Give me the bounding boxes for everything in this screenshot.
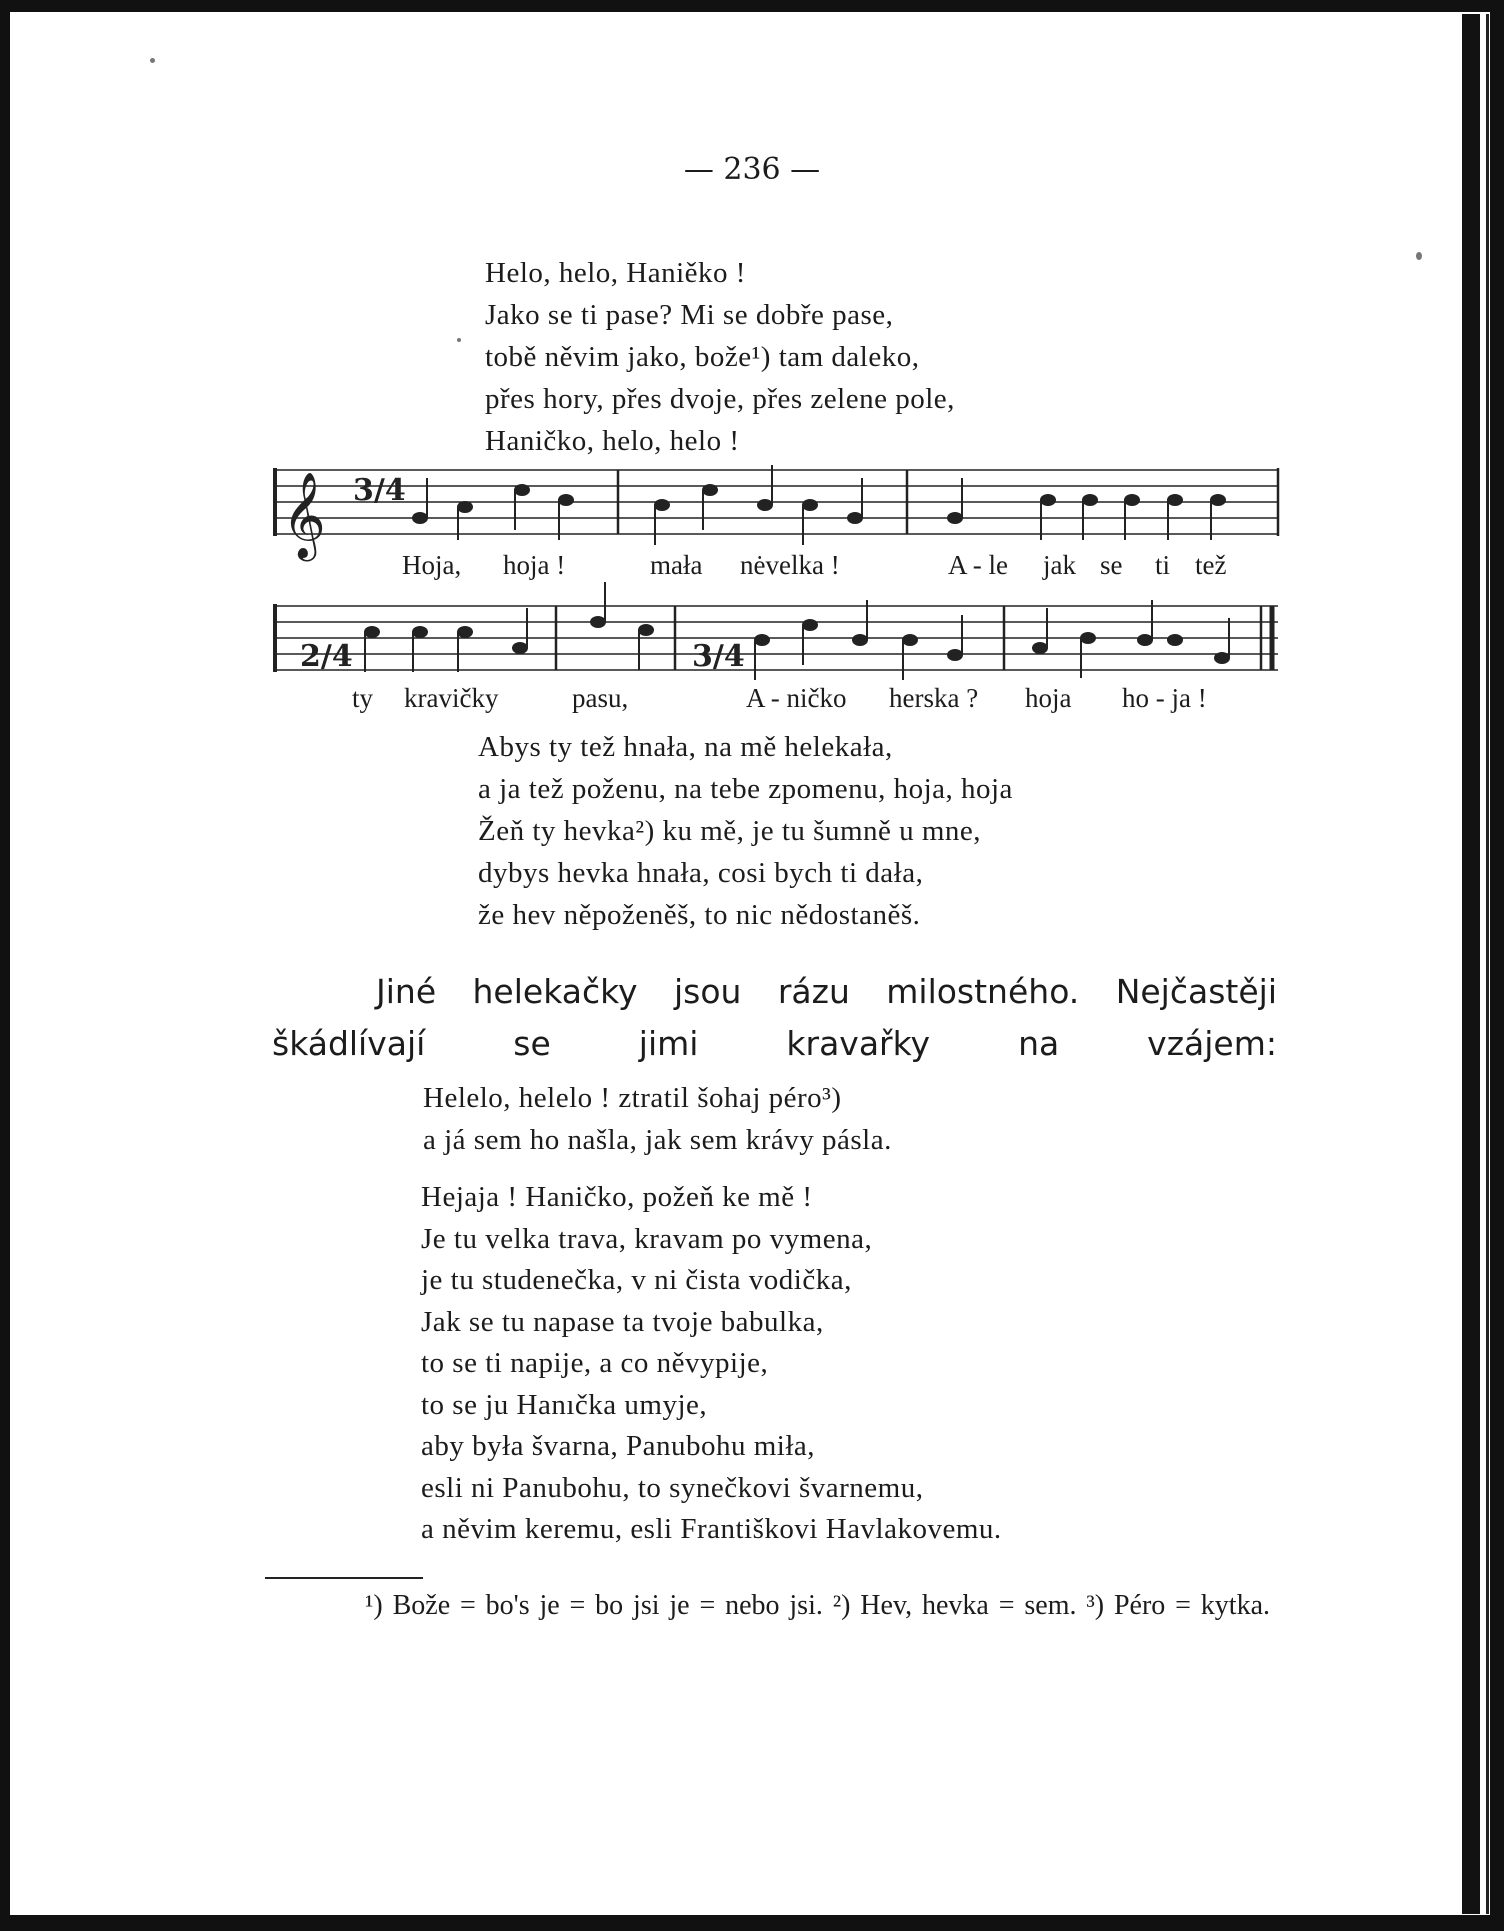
music-notation xyxy=(0,0,1504,720)
verse-line: a ja tež poženu, na tebe zpomenu, hoja, hoja xyxy=(478,773,1013,805)
verse-line: Abys ty tež hnała, na mě helekała, xyxy=(478,731,893,763)
page-number: — 236 — xyxy=(683,152,821,187)
time-signature: 3/4 xyxy=(692,639,745,674)
verse-line: to se ti napije, a co něvypije, xyxy=(421,1347,769,1379)
time-signature: 2/4 xyxy=(300,639,353,674)
lyric-syllable: hoja ! xyxy=(503,550,566,580)
lyric-syllable: ti xyxy=(1155,550,1171,580)
music-system-1 xyxy=(275,465,1278,580)
verse-line: že hev něpoženěš, to nic nědostaněš. xyxy=(478,899,921,931)
treble-clef: 𝄞 xyxy=(282,472,326,558)
verse-line: a já sem ho našla, jak sem krávy pásla. xyxy=(423,1124,892,1156)
prose-paragraph xyxy=(272,966,1277,1070)
stanza-4 xyxy=(421,1177,1002,1551)
lyric-syllable: kravičky xyxy=(404,683,499,713)
lyric-syllable: herska ? xyxy=(889,683,979,713)
lyric-syllable: nėvelka ! xyxy=(740,550,840,580)
verse-line: Helo, helo, Haniěko ! xyxy=(485,257,746,289)
lyric-syllable: jak xyxy=(1043,550,1076,580)
lyric-syllable: hoja xyxy=(1025,683,1072,713)
lyric-syllable: se xyxy=(1100,550,1123,580)
time-signature: 3/4 xyxy=(353,473,406,508)
lyric-syllable: ho - ja ! xyxy=(1122,683,1207,713)
lyric-syllable: tež xyxy=(1195,550,1227,580)
verse-line: to se ju Hanıčka umyje, xyxy=(421,1388,708,1421)
lyric-syllable: A - le xyxy=(948,550,1008,580)
lyric-syllable: A - ničko xyxy=(746,683,847,713)
verse-line: Žeň ty hevka²) ku mě, je tu šumně u mne, xyxy=(478,815,982,847)
verse-line: Hejaja ! Haničko, požeň ke mě ! xyxy=(421,1181,813,1213)
staff-lines-2 xyxy=(275,606,1278,670)
footnote-rule xyxy=(265,1577,423,1579)
prose-text: Jiné helekačky jsou rázu milostného. Nejčastěji škádlívají se jimi kravařky na vzájem: xyxy=(272,972,1277,1063)
verse-line: Jako se ti pase? Mi se dobře pase, xyxy=(485,299,894,331)
lyric-syllable: pasu, xyxy=(572,683,629,713)
notes-1 xyxy=(412,465,1226,545)
verse-line: Jak se tu napase ta tvoje babulka, xyxy=(421,1305,824,1338)
lyric-syllable: ty xyxy=(352,683,374,713)
footnote-text: ¹) Bože = bo's je = bo jsi je = nebo jsi. ²) Hev, hevka = sem. ³) Péro = kytka. xyxy=(365,1590,1270,1621)
notes-2 xyxy=(364,582,1230,680)
verse-line: a něvim keremu, esli Františkovi Havlakovemu. xyxy=(421,1513,1002,1545)
verse-line: je tu studenečka, v ni čista vodička, xyxy=(421,1264,852,1296)
verse-line: Haničko, helo, helo ! xyxy=(485,425,740,457)
verse-line: aby była švarna, Panubohu miła, xyxy=(421,1430,816,1462)
verse-line: Je tu velka trava, kravam po vymena, xyxy=(421,1222,873,1255)
music-system-2 xyxy=(275,582,1278,713)
lyric-syllable: Hoja, xyxy=(402,550,462,580)
verse-line: přes hory, přes dvoje, přes zelene pole, xyxy=(485,383,955,415)
verse-line: tobě něvim jako, bože¹) tam daleko, xyxy=(485,341,920,373)
footnotes xyxy=(265,1577,1270,1625)
verse-line: dybys hevka hnała, cosi bych ti dała, xyxy=(478,857,924,889)
verse-line: esli ni Panubohu, to synečkovi švarnemu, xyxy=(421,1471,924,1504)
verse-line: Helelo, helelo ! ztratil šohaj péro³) xyxy=(423,1082,842,1114)
stanza-3 xyxy=(423,1077,892,1161)
stanza-2 xyxy=(478,726,1013,936)
lyric-syllable: mała xyxy=(650,550,703,580)
